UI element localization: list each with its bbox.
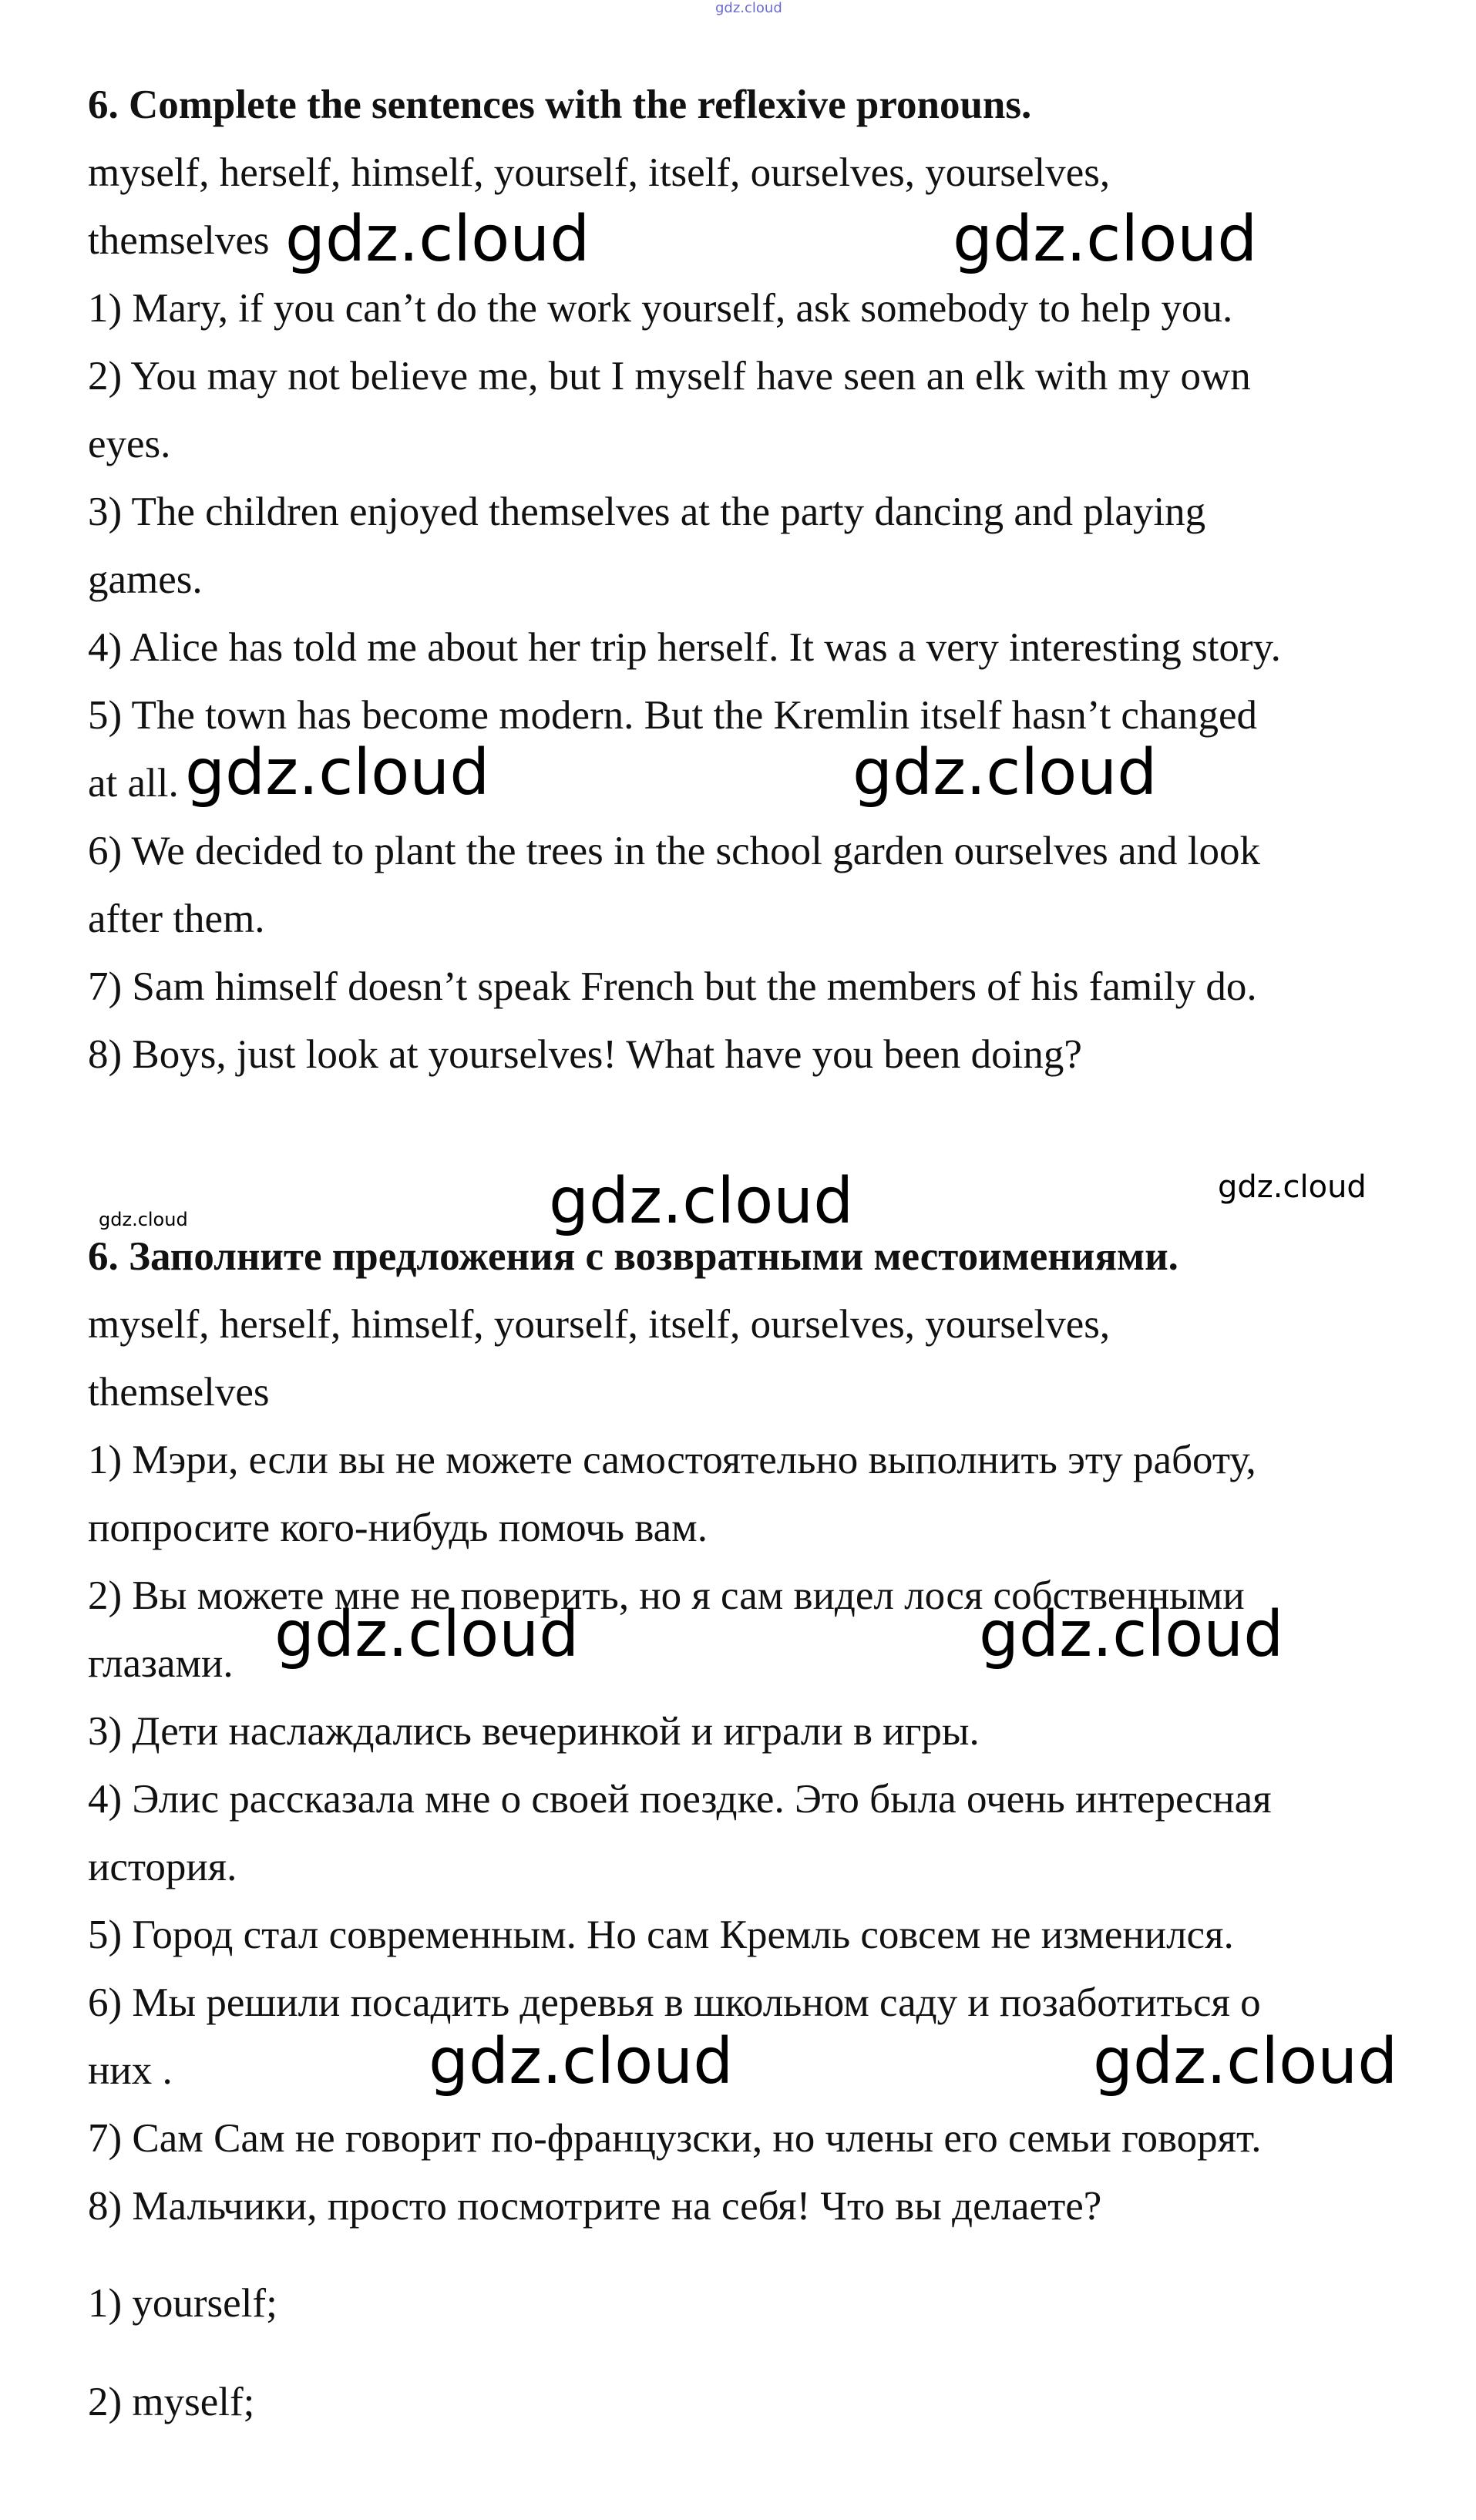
top-watermark: gdz.cloud	[715, 0, 782, 16]
russian-word-list-line-1: myself, herself, himself, yourself, itself, ourselves, yourselves,	[88, 1302, 1111, 1347]
watermark: gdz.cloud	[274, 1598, 580, 1671]
english-word-list-line-1: myself, herself, himself, yourself, itself, ourselves, yourselves,	[88, 150, 1111, 195]
watermark: gdz.cloud	[185, 736, 490, 809]
russian-sentence-1-cont: попросите кого-нибудь помочь вам.	[88, 1506, 708, 1550]
russian-sentence-4: 4) Элис рассказала мне о своей поездке. Это была очень интересная	[88, 1777, 1272, 1822]
russian-sentence-7: 7) Сам Сам не говорит по-французски, но члены его семьи говорят.	[88, 2116, 1262, 2161]
answer-1: 1) yourself;	[88, 2281, 277, 2326]
english-sentence-1: 1) Mary, if you can’t do the work yourself, ask somebody to help you.	[88, 286, 1233, 331]
english-sentence-2-cont: eyes.	[88, 422, 171, 466]
russian-sentence-2-cont: глазами.	[88, 1641, 234, 1686]
russian-sentence-6: 6) Мы решили посадить деревья в школьном саду и позаботиться о	[88, 1980, 1261, 2025]
watermark: gdz.cloud	[549, 1165, 854, 1238]
watermark: gdz.cloud	[953, 203, 1258, 276]
russian-sentence-2: 2) Вы можете мне не поверить, но я сам видел лося собственными	[88, 1573, 1245, 1618]
english-sentence-4: 4) Alice has told me about her trip herself. It was a very interesting story.	[88, 625, 1281, 670]
english-sentence-6-cont: after them.	[88, 897, 265, 941]
watermark: gdz.cloud	[429, 2025, 734, 2098]
russian-sentence-4-cont: история.	[88, 1845, 237, 1889]
english-word-list-line-2: themselves	[88, 218, 270, 263]
watermark: gdz.cloud	[1218, 1169, 1367, 1205]
watermark: gdz.cloud	[1093, 2025, 1398, 2098]
russian-exercise-title: 6. Заполните предложения с возвратными местоимениями.	[88, 1234, 1178, 1279]
english-sentence-6: 6) We decided to plant the trees in the school garden ourselves and look	[88, 829, 1261, 873]
english-exercise-title: 6. Complete the sentences with the reflexive pronouns.	[88, 82, 1032, 127]
answer-2: 2) myself;	[88, 2380, 255, 2424]
english-sentence-3-cont: games.	[88, 557, 203, 602]
russian-word-list-line-2: themselves	[88, 1370, 270, 1415]
english-sentence-3: 3) The children enjoyed themselves at the party dancing and playing	[88, 490, 1206, 534]
russian-sentence-1: 1) Мэри, если вы не можете самостоятельно выполнить эту работу,	[88, 1438, 1256, 1482]
watermark: gdz.cloud	[99, 1209, 188, 1230]
english-sentence-5-cont: at all.	[88, 761, 179, 806]
russian-sentence-6-cont: них .	[88, 2048, 173, 2093]
watermark: gdz.cloud	[285, 203, 590, 276]
russian-sentence-8: 8) Мальчики, просто посмотрите на себя! Что вы делаете?	[88, 2184, 1102, 2229]
watermark: gdz.cloud	[852, 736, 1158, 809]
english-sentence-8: 8) Boys, just look at yourselves! What have you been doing?	[88, 1032, 1082, 1077]
english-sentence-2: 2) You may not believe me, but I myself have seen an elk with my own	[88, 354, 1251, 399]
russian-sentence-5: 5) Город стал современным. Но сам Кремль совсем не изменился.	[88, 1913, 1234, 1957]
english-sentence-5: 5) The town has become modern. But the Kremlin itself hasn’t changed	[88, 693, 1257, 738]
russian-sentence-3: 3) Дети наслаждались вечеринкой и играли в игры.	[88, 1709, 980, 1754]
english-sentence-7: 7) Sam himself doesn’t speak French but the members of his family do.	[88, 964, 1257, 1009]
watermark: gdz.cloud	[979, 1598, 1284, 1671]
